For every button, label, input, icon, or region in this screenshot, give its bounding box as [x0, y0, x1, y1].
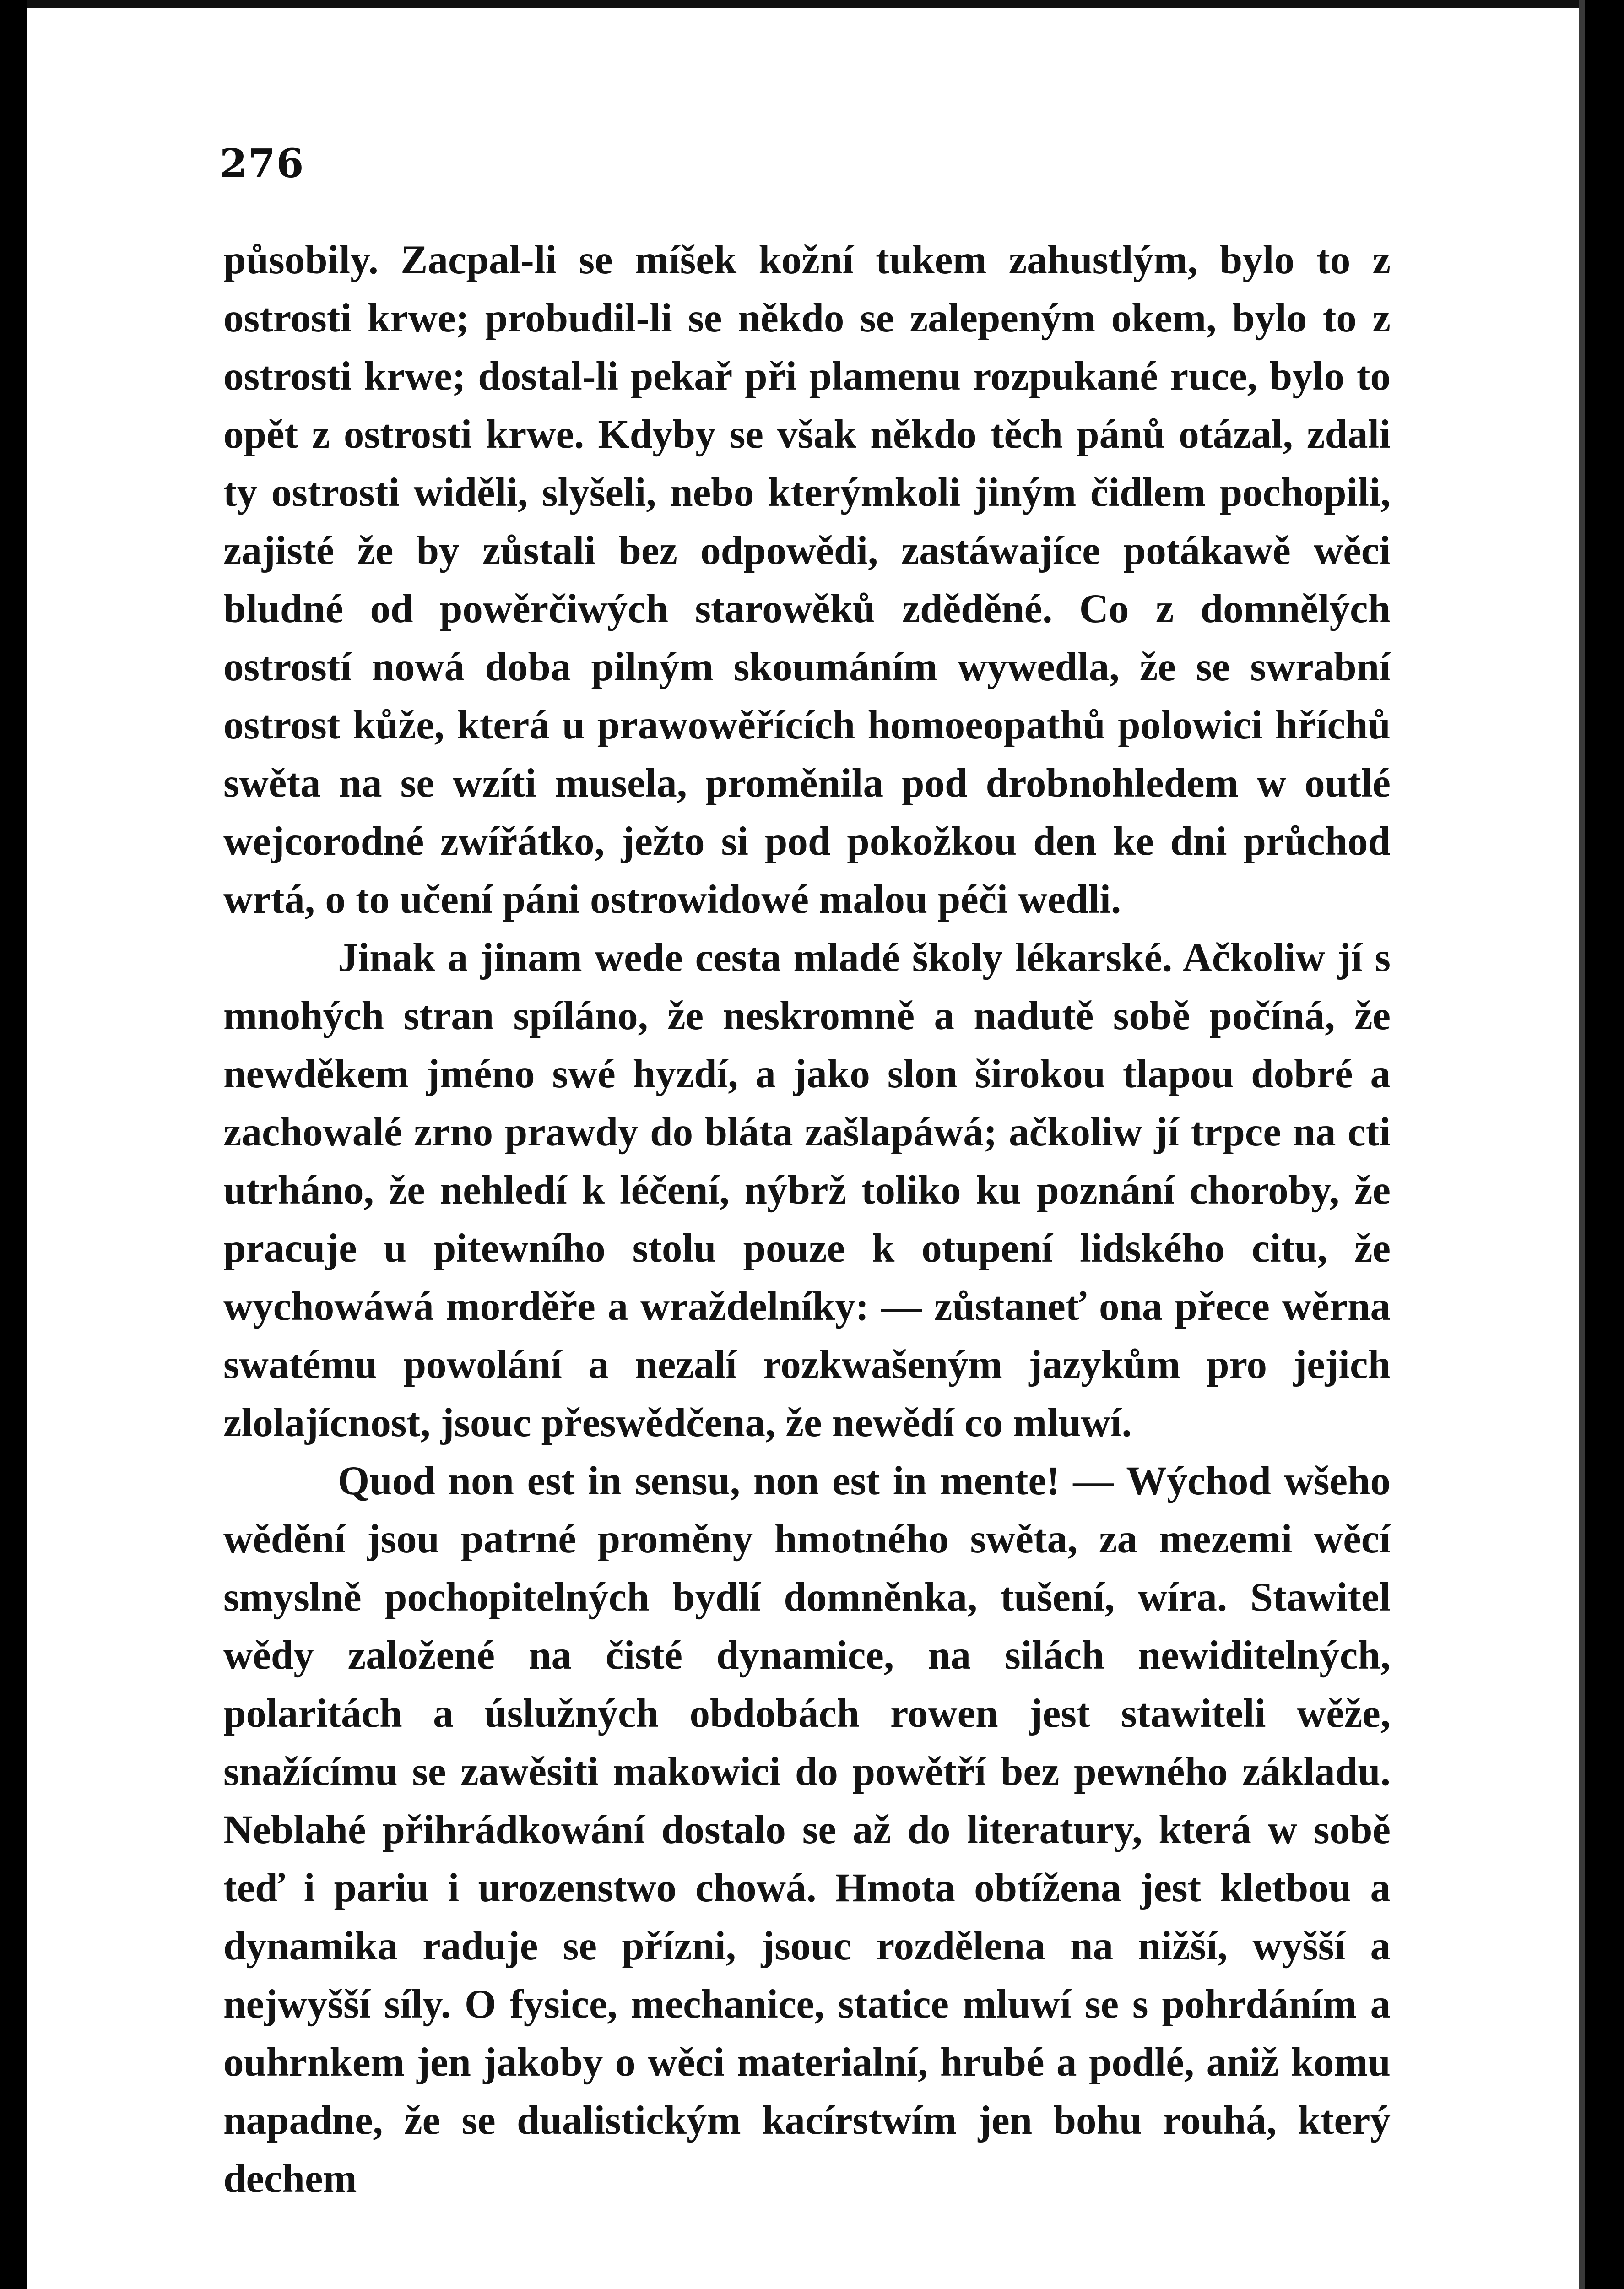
paragraph-1: působily. Zacpal-li se míšek kožní tukem zahustlým, bylo to z ostrosti krwe; probudil-li se někdo se zalepeným okem, bylo to z ostrosti krwe; dostal-li pekař při plamenu rozpukané ruce, bylo to opět z ostrosti krwe. Kdyby se však někdo těch pánů otázal, zdali ty ostrosti widěli, slyšeli, nebo kterýmkoli jiným čidlem pochopili, zajisté že by zůstali bez odpowědi, zastáwajíce potákawě wěci bludné od powěrčiwých starowěků zděděné. Co z domnělých ostrostí nowá doba pilným skoumáním wywedla, že se swrabní ostrost kůže, která u prawowěřících homoeopathů polowici hříchů swěta na se wzíti musela, proměnila pod drobnohledem w outlé wejcorodné zwířátko, ježto si pod pokožkou den ke dni průchod wrtá, o to učení páni ostrowidowé malou péči wedli. [223, 238, 1391, 922]
scan-border-right [1585, 0, 1624, 2289]
scan-border-left [0, 0, 27, 2289]
body-text [223, 231, 1391, 2208]
paragraph-2: Jinak a jinam wede cesta mladé školy lékarské. Ačkoliw jí s mnohých stran spíláno, že neskromně a nadutě sobě počíná, že newděkem jméno swé hyzdí, a jako slon širokou tlapou dobré a zachowalé zrno prawdy do bláta zašlapáwá; ačkoliw jí trpce na cti utrháno, že nehledí k léčení, nýbrž toliko ku poznání choroby, že pracuje u pitewního stolu pouze k otupení lidského citu, že wychowáwá morděře a wraždelníky: — zůstaneť ona přece wěrna swatému powolání a nezalí rozkwašeným jazykům pro jejich zlolajícnost, jsouc přeswědčena, že newědí co mluwí. [223, 935, 1391, 1445]
scan-border-right-shadow [1579, 0, 1585, 2289]
scan-border-top [0, 0, 1624, 8]
page-number: 276 [220, 141, 305, 187]
paragraph-3: Quod non est in sensu, non est in mente! — Wýchod wšeho wědění jsou patrné proměny hmotného swěta, za mezemi wěcí smyslně pochopitelných bydlí domněnka, tušení, wíra. Stawitel wědy založené na čisté dynamice, na silách newiditelných, polaritách a úslužných obdobách rowen jest stawiteli wěže, snažícímu se zawěsiti makowici do powětří bez pewného základu. Neblahé přihrádkowání dostalo se až do literatury, která w sobě teď i pariu i urozenstwo chowá. Hmota obtížena jest kletbou a dynamika raduje se přízni, jsouc rozdělena na nižší, wyšší a nejwyšší síly. O fysice, mechanice, statice mluwí se s pohrdáním a ouhrnkem jen jakoby o wěci materialní, hrubé a podlé, aniž komu napadne, že se dualistickým kacírstwím jen bohu rouhá, který dechem [223, 1459, 1391, 2201]
